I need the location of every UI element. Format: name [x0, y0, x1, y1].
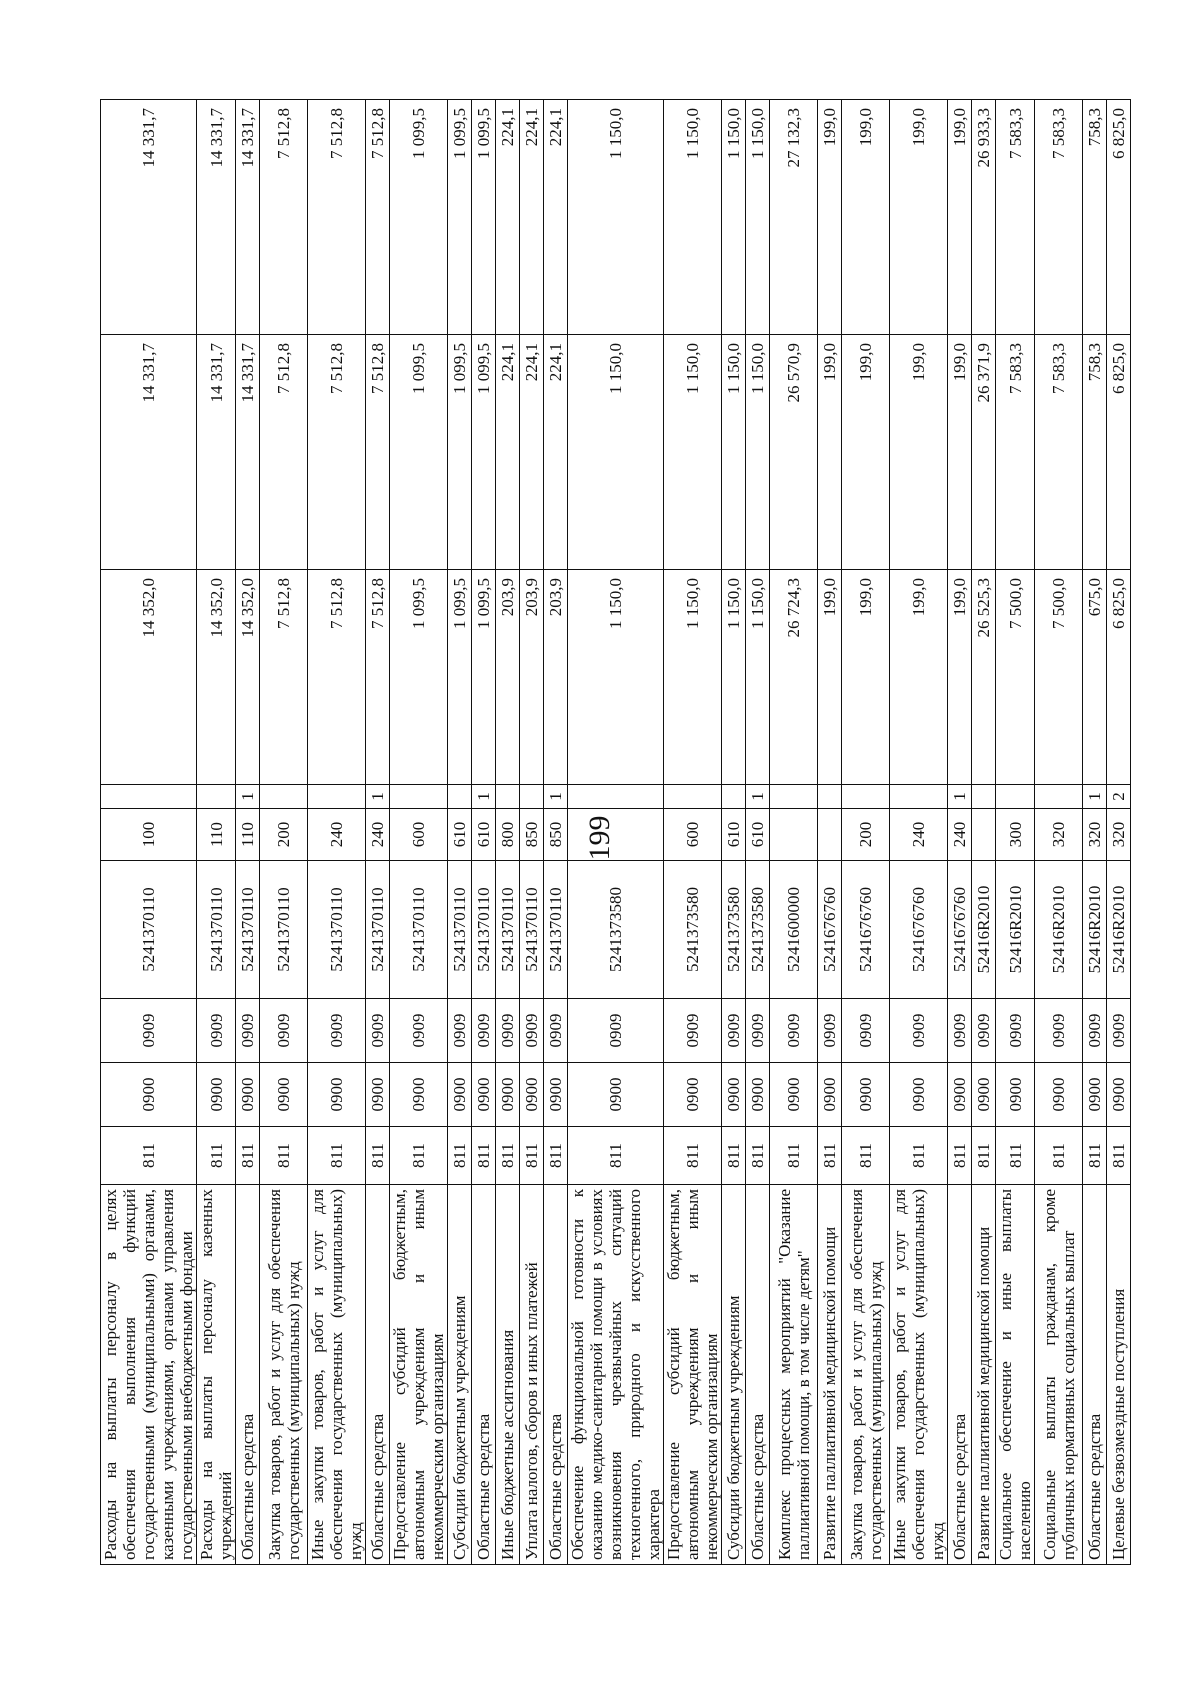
subsection-code: 0909 — [390, 999, 448, 1063]
item-name: Областные средства — [366, 1185, 390, 1565]
funding-source-code: 1 — [948, 785, 972, 809]
item-name: Субсидии бюджетным учреждениям — [448, 1185, 472, 1565]
amount-year-2: 1 099,5 — [472, 335, 496, 570]
section-code: 0900 — [972, 1063, 996, 1127]
amount-year-2: 758,3 — [1083, 335, 1107, 570]
amount-year-3: 7 512,8 — [308, 100, 366, 335]
amount-year-2: 1 150,0 — [568, 335, 664, 570]
amount-year-1: 7 512,8 — [308, 570, 366, 785]
ved-code: 811 — [1083, 1127, 1107, 1185]
amount-year-2: 199,0 — [842, 335, 890, 570]
amount-year-3: 199,0 — [842, 100, 890, 335]
funding-source-code — [260, 785, 308, 809]
page-number: 199 — [583, 815, 616, 861]
expense-type-code: 610 — [448, 809, 472, 861]
subsection-code: 0909 — [101, 999, 197, 1063]
amount-year-3: 14 331,7 — [197, 100, 236, 335]
expense-type-code — [770, 809, 818, 861]
target-article-code: 5241370110 — [472, 861, 496, 999]
section-code: 0900 — [1035, 1063, 1083, 1127]
amount-year-2: 14 331,7 — [197, 335, 236, 570]
subsection-code: 0909 — [722, 999, 746, 1063]
target-article-code: 5241370110 — [308, 861, 366, 999]
amount-year-2: 1 150,0 — [664, 335, 722, 570]
amount-year-1: 199,0 — [818, 570, 842, 785]
expense-type-code: 240 — [308, 809, 366, 861]
amount-year-2: 7 512,8 — [366, 335, 390, 570]
table-row — [260, 100, 308, 1565]
amount-year-1: 1 150,0 — [568, 570, 664, 785]
section-code: 0900 — [448, 1063, 472, 1127]
table-row — [308, 100, 366, 1565]
ved-code: 811 — [366, 1127, 390, 1185]
table-row — [972, 100, 996, 1565]
funding-source-code — [448, 785, 472, 809]
funding-source-code: 1 — [366, 785, 390, 809]
table-row — [1035, 100, 1083, 1565]
expense-type-code: 200 — [842, 809, 890, 861]
table-row — [770, 100, 818, 1565]
amount-year-1: 14 352,0 — [197, 570, 236, 785]
amount-year-1: 199,0 — [842, 570, 890, 785]
section-code: 0900 — [236, 1063, 260, 1127]
amount-year-2: 1 099,5 — [390, 335, 448, 570]
subsection-code: 0909 — [520, 999, 544, 1063]
ved-code: 811 — [197, 1127, 236, 1185]
ved-code: 811 — [496, 1127, 520, 1185]
section-code: 0900 — [746, 1063, 770, 1127]
section-code: 0900 — [664, 1063, 722, 1127]
subsection-code: 0909 — [472, 999, 496, 1063]
ved-code: 811 — [972, 1127, 996, 1185]
item-name: Предоставление субсидий бюджетным, автономным учреждениям и иным некоммерческим организациям — [390, 1185, 448, 1565]
amount-year-1: 14 352,0 — [236, 570, 260, 785]
target-article-code: 5241676760 — [890, 861, 948, 999]
amount-year-3: 224,1 — [520, 100, 544, 335]
target-article-code: 52416R2010 — [996, 861, 1035, 999]
subsection-code: 0909 — [496, 999, 520, 1063]
item-name: Предоставление субсидий бюджетным, автономным учреждениям и иным некоммерческим организациям — [664, 1185, 722, 1565]
amount-year-3: 26 933,3 — [972, 100, 996, 335]
ved-code: 811 — [520, 1127, 544, 1185]
section-code: 0900 — [1083, 1063, 1107, 1127]
section-code: 0900 — [996, 1063, 1035, 1127]
amount-year-1: 1 099,5 — [448, 570, 472, 785]
target-article-code: 5241370110 — [236, 861, 260, 999]
section-code: 0900 — [842, 1063, 890, 1127]
item-name: Обеспечение функциональной готовности к оказанию медико-санитарной помощи в условиях возникновения чрезвычайных ситуаций техногенного, природного и искусственного характера — [568, 1185, 664, 1565]
table-row — [390, 100, 448, 1565]
target-article-code: 52416R2010 — [1083, 861, 1107, 999]
amount-year-1: 7 512,8 — [366, 570, 390, 785]
subsection-code: 0909 — [770, 999, 818, 1063]
table-row — [472, 100, 496, 1565]
section-code: 0900 — [520, 1063, 544, 1127]
subsection-code: 0909 — [996, 999, 1035, 1063]
subsection-code: 0909 — [664, 999, 722, 1063]
funding-source-code — [996, 785, 1035, 809]
item-name: Социальные выплаты гражданам, кроме публичных нормативных социальных выплат — [1035, 1185, 1083, 1565]
amount-year-3: 1 099,5 — [390, 100, 448, 335]
ved-code: 811 — [746, 1127, 770, 1185]
expense-type-code: 850 — [544, 809, 568, 861]
amount-year-3: 7 583,3 — [1035, 100, 1083, 335]
item-name: Областные средства — [472, 1185, 496, 1565]
expense-type-code — [568, 809, 664, 861]
amount-year-3: 1 150,0 — [722, 100, 746, 335]
expense-type-code: 320 — [1035, 809, 1083, 861]
funding-source-code — [770, 785, 818, 809]
budget-table — [100, 99, 1131, 1565]
table-row — [544, 100, 568, 1565]
ved-code: 811 — [1035, 1127, 1083, 1185]
section-code: 0900 — [818, 1063, 842, 1127]
section-code: 0900 — [890, 1063, 948, 1127]
ved-code: 811 — [890, 1127, 948, 1185]
item-name: Областные средства — [746, 1185, 770, 1565]
funding-source-code — [520, 785, 544, 809]
amount-year-2: 1 150,0 — [746, 335, 770, 570]
table-row — [818, 100, 842, 1565]
target-article-code: 5241370110 — [496, 861, 520, 999]
table-row — [520, 100, 544, 1565]
ved-code: 811 — [948, 1127, 972, 1185]
table-row — [236, 100, 260, 1565]
ved-code: 811 — [722, 1127, 746, 1185]
subsection-code: 0909 — [842, 999, 890, 1063]
funding-source-code: 2 — [1107, 785, 1131, 809]
target-article-code: 52416R2010 — [972, 861, 996, 999]
amount-year-1: 1 150,0 — [746, 570, 770, 785]
target-article-code: 5241676760 — [948, 861, 972, 999]
target-article-code: 5241370110 — [366, 861, 390, 999]
item-name: Областные средства — [948, 1185, 972, 1565]
amount-year-2: 14 331,7 — [101, 335, 197, 570]
section-code: 0900 — [260, 1063, 308, 1127]
ved-code: 811 — [101, 1127, 197, 1185]
item-name: Уплата налогов, сборов и иных платежей — [520, 1185, 544, 1565]
expense-type-code: 600 — [390, 809, 448, 861]
amount-year-3: 199,0 — [818, 100, 842, 335]
amount-year-2: 7 583,3 — [1035, 335, 1083, 570]
amount-year-2: 7 512,8 — [308, 335, 366, 570]
table-row — [948, 100, 972, 1565]
amount-year-1: 26 724,3 — [770, 570, 818, 785]
expense-type-code: 850 — [520, 809, 544, 861]
expense-type-code: 320 — [1083, 809, 1107, 861]
subsection-code: 0909 — [890, 999, 948, 1063]
amount-year-2: 7 512,8 — [260, 335, 308, 570]
expense-type-code: 110 — [236, 809, 260, 861]
ved-code: 811 — [770, 1127, 818, 1185]
section-code: 0900 — [1107, 1063, 1131, 1127]
amount-year-1: 203,9 — [496, 570, 520, 785]
subsection-code: 0909 — [746, 999, 770, 1063]
amount-year-3: 758,3 — [1083, 100, 1107, 335]
target-article-code: 5241373580 — [664, 861, 722, 999]
amount-year-2: 224,1 — [520, 335, 544, 570]
funding-source-code — [664, 785, 722, 809]
amount-year-1: 199,0 — [890, 570, 948, 785]
subsection-code: 0909 — [197, 999, 236, 1063]
section-code: 0900 — [770, 1063, 818, 1127]
funding-source-code: 1 — [544, 785, 568, 809]
subsection-code: 0909 — [366, 999, 390, 1063]
amount-year-2: 199,0 — [948, 335, 972, 570]
amount-year-1: 7 500,0 — [996, 570, 1035, 785]
funding-source-code — [308, 785, 366, 809]
ved-code: 811 — [664, 1127, 722, 1185]
expense-type-code: 100 — [101, 809, 197, 861]
amount-year-2: 199,0 — [890, 335, 948, 570]
amount-year-1: 1 150,0 — [722, 570, 746, 785]
amount-year-3: 1 099,5 — [472, 100, 496, 335]
target-article-code: 5241370110 — [260, 861, 308, 999]
funding-source-code — [496, 785, 520, 809]
amount-year-3: 14 331,7 — [101, 100, 197, 335]
target-article-code: 5241600000 — [770, 861, 818, 999]
amount-year-2: 1 150,0 — [722, 335, 746, 570]
amount-year-2: 224,1 — [496, 335, 520, 570]
expense-type-code: 610 — [722, 809, 746, 861]
amount-year-3: 224,1 — [544, 100, 568, 335]
section-code: 0900 — [101, 1063, 197, 1127]
amount-year-2: 6 825,0 — [1107, 335, 1131, 570]
target-article-code: 5241676760 — [818, 861, 842, 999]
expense-type-code — [818, 809, 842, 861]
ved-code: 811 — [996, 1127, 1035, 1185]
section-code: 0900 — [308, 1063, 366, 1127]
funding-source-code: 1 — [1083, 785, 1107, 809]
table-row — [746, 100, 770, 1565]
ved-code: 811 — [390, 1127, 448, 1185]
section-code: 0900 — [948, 1063, 972, 1127]
funding-source-code — [818, 785, 842, 809]
table-row — [448, 100, 472, 1565]
expense-type-code: 240 — [948, 809, 972, 861]
subsection-code: 0909 — [1083, 999, 1107, 1063]
item-name: Закупка товаров, работ и услуг для обеспечения государственных (муниципальных) нужд — [842, 1185, 890, 1565]
subsection-code: 0909 — [948, 999, 972, 1063]
item-name: Развитие паллиативной медицинской помощи — [818, 1185, 842, 1565]
table-row — [996, 100, 1035, 1565]
rotated-table-wrapper — [100, 100, 1128, 1565]
table-row — [101, 100, 197, 1565]
amount-year-3: 7 512,8 — [260, 100, 308, 335]
subsection-code: 0909 — [260, 999, 308, 1063]
ved-code: 811 — [568, 1127, 664, 1185]
amount-year-3: 1 099,5 — [448, 100, 472, 335]
expense-type-code: 610 — [746, 809, 770, 861]
table-row — [568, 100, 664, 1565]
amount-year-1: 6 825,0 — [1107, 570, 1131, 785]
amount-year-2: 7 583,3 — [996, 335, 1035, 570]
ved-code: 811 — [260, 1127, 308, 1185]
item-name: Социальное обеспечение и иные выплаты населению — [996, 1185, 1035, 1565]
ved-code: 811 — [544, 1127, 568, 1185]
funding-source-code — [972, 785, 996, 809]
target-article-code: 5241370110 — [544, 861, 568, 999]
expense-type-code: 200 — [260, 809, 308, 861]
item-name: Иные закупки товаров, работ и услуг для обеспечения государственных (муниципальных) нужд — [308, 1185, 366, 1565]
amount-year-1: 7 512,8 — [260, 570, 308, 785]
ved-code: 811 — [472, 1127, 496, 1185]
ved-code: 811 — [448, 1127, 472, 1185]
item-name: Иные закупки товаров, работ и услуг для обеспечения государственных (муниципальных) нужд — [890, 1185, 948, 1565]
item-name: Областные средства — [236, 1185, 260, 1565]
amount-year-3: 1 150,0 — [664, 100, 722, 335]
target-article-code: 5241373580 — [722, 861, 746, 999]
expense-type-code: 240 — [890, 809, 948, 861]
ved-code: 811 — [308, 1127, 366, 1185]
amount-year-2: 1 099,5 — [448, 335, 472, 570]
item-name: Областные средства — [1083, 1185, 1107, 1565]
item-name: Комплекс процессных мероприятий "Оказание паллиативной помощи, в том числе детям" — [770, 1185, 818, 1565]
subsection-code: 0909 — [972, 999, 996, 1063]
amount-year-3: 7 512,8 — [366, 100, 390, 335]
amount-year-2: 14 331,7 — [236, 335, 260, 570]
amount-year-2: 26 570,9 — [770, 335, 818, 570]
funding-source-code: 1 — [236, 785, 260, 809]
amount-year-1: 203,9 — [520, 570, 544, 785]
item-name: Субсидии бюджетным учреждениям — [722, 1185, 746, 1565]
funding-source-code — [568, 785, 664, 809]
section-code: 0900 — [568, 1063, 664, 1127]
amount-year-1: 26 525,3 — [972, 570, 996, 785]
section-code: 0900 — [197, 1063, 236, 1127]
table-row — [722, 100, 746, 1565]
subsection-code: 0909 — [308, 999, 366, 1063]
funding-source-code — [197, 785, 236, 809]
amount-year-3: 224,1 — [496, 100, 520, 335]
target-article-code: 5241676760 — [842, 861, 890, 999]
amount-year-3: 199,0 — [948, 100, 972, 335]
amount-year-3: 7 583,3 — [996, 100, 1035, 335]
expense-type-code: 240 — [366, 809, 390, 861]
amount-year-1: 203,9 — [544, 570, 568, 785]
amount-year-1: 1 150,0 — [664, 570, 722, 785]
subsection-code: 0909 — [568, 999, 664, 1063]
expense-type-code: 600 — [664, 809, 722, 861]
budget-table-sheet — [100, 100, 1128, 1565]
section-code: 0900 — [472, 1063, 496, 1127]
amount-year-1: 14 352,0 — [101, 570, 197, 785]
table-row — [496, 100, 520, 1565]
item-name: Иные бюджетные ассигнования — [496, 1185, 520, 1565]
section-code: 0900 — [390, 1063, 448, 1127]
expense-type-code: 300 — [996, 809, 1035, 861]
table-row — [1083, 100, 1107, 1565]
amount-year-3: 199,0 — [890, 100, 948, 335]
target-article-code: 5241370110 — [197, 861, 236, 999]
target-article-code: 5241370110 — [390, 861, 448, 999]
funding-source-code — [1035, 785, 1083, 809]
subsection-code: 0909 — [1107, 999, 1131, 1063]
funding-source-code — [390, 785, 448, 809]
target-article-code: 5241373580 — [746, 861, 770, 999]
amount-year-3: 1 150,0 — [568, 100, 664, 335]
subsection-code: 0909 — [544, 999, 568, 1063]
ved-code: 811 — [1107, 1127, 1131, 1185]
subsection-code: 0909 — [818, 999, 842, 1063]
table-row — [890, 100, 948, 1565]
amount-year-2: 26 371,9 — [972, 335, 996, 570]
item-name: Расходы на выплаты персоналу казенных учреждений — [197, 1185, 236, 1565]
amount-year-2: 224,1 — [544, 335, 568, 570]
funding-source-code — [890, 785, 948, 809]
table-row — [664, 100, 722, 1565]
funding-source-code — [722, 785, 746, 809]
amount-year-1: 199,0 — [948, 570, 972, 785]
ved-code: 811 — [236, 1127, 260, 1185]
subsection-code: 0909 — [236, 999, 260, 1063]
section-code: 0900 — [544, 1063, 568, 1127]
target-article-code: 52416R2010 — [1035, 861, 1083, 999]
item-name: Развитие паллиативной медицинской помощи — [972, 1185, 996, 1565]
expense-type-code — [972, 809, 996, 861]
target-article-code: 52416R2010 — [1107, 861, 1131, 999]
section-code: 0900 — [496, 1063, 520, 1127]
amount-year-3: 14 331,7 — [236, 100, 260, 335]
funding-source-code: 1 — [746, 785, 770, 809]
target-article-code: 5241370110 — [448, 861, 472, 999]
amount-year-3: 1 150,0 — [746, 100, 770, 335]
amount-year-2: 199,0 — [818, 335, 842, 570]
subsection-code: 0909 — [1035, 999, 1083, 1063]
amount-year-1: 1 099,5 — [472, 570, 496, 785]
table-row — [842, 100, 890, 1565]
target-article-code: 5241370110 — [101, 861, 197, 999]
amount-year-3: 27 132,3 — [770, 100, 818, 335]
table-row — [197, 100, 236, 1565]
table-row — [1107, 100, 1131, 1565]
table-row — [366, 100, 390, 1565]
ved-code: 811 — [842, 1127, 890, 1185]
subsection-code: 0909 — [448, 999, 472, 1063]
expense-type-code: 320 — [1107, 809, 1131, 861]
funding-source-code: 1 — [472, 785, 496, 809]
funding-source-code — [842, 785, 890, 809]
target-article-code: 5241373580 — [568, 861, 664, 999]
funding-source-code — [101, 785, 197, 809]
amount-year-1: 7 500,0 — [1035, 570, 1083, 785]
table-body — [101, 100, 1131, 1565]
item-name: Областные средства — [544, 1185, 568, 1565]
section-code: 0900 — [366, 1063, 390, 1127]
item-name: Закупка товаров, работ и услуг для обеспечения государственных (муниципальных) нужд — [260, 1185, 308, 1565]
ved-code: 811 — [818, 1127, 842, 1185]
item-name: Целевые безвозмездные поступления — [1107, 1185, 1131, 1565]
section-code: 0900 — [722, 1063, 746, 1127]
amount-year-1: 675,0 — [1083, 570, 1107, 785]
item-name: Расходы на выплаты персоналу в целях обеспечения выполнения функций государственными (муниципальными) органами, казенными учреждениями, органами управления государственными внебюджетными фондами — [101, 1185, 197, 1565]
amount-year-3: 6 825,0 — [1107, 100, 1131, 335]
expense-type-code: 110 — [197, 809, 236, 861]
expense-type-code: 610 — [472, 809, 496, 861]
expense-type-code: 800 — [496, 809, 520, 861]
target-article-code: 5241370110 — [520, 861, 544, 999]
amount-year-1: 1 099,5 — [390, 570, 448, 785]
